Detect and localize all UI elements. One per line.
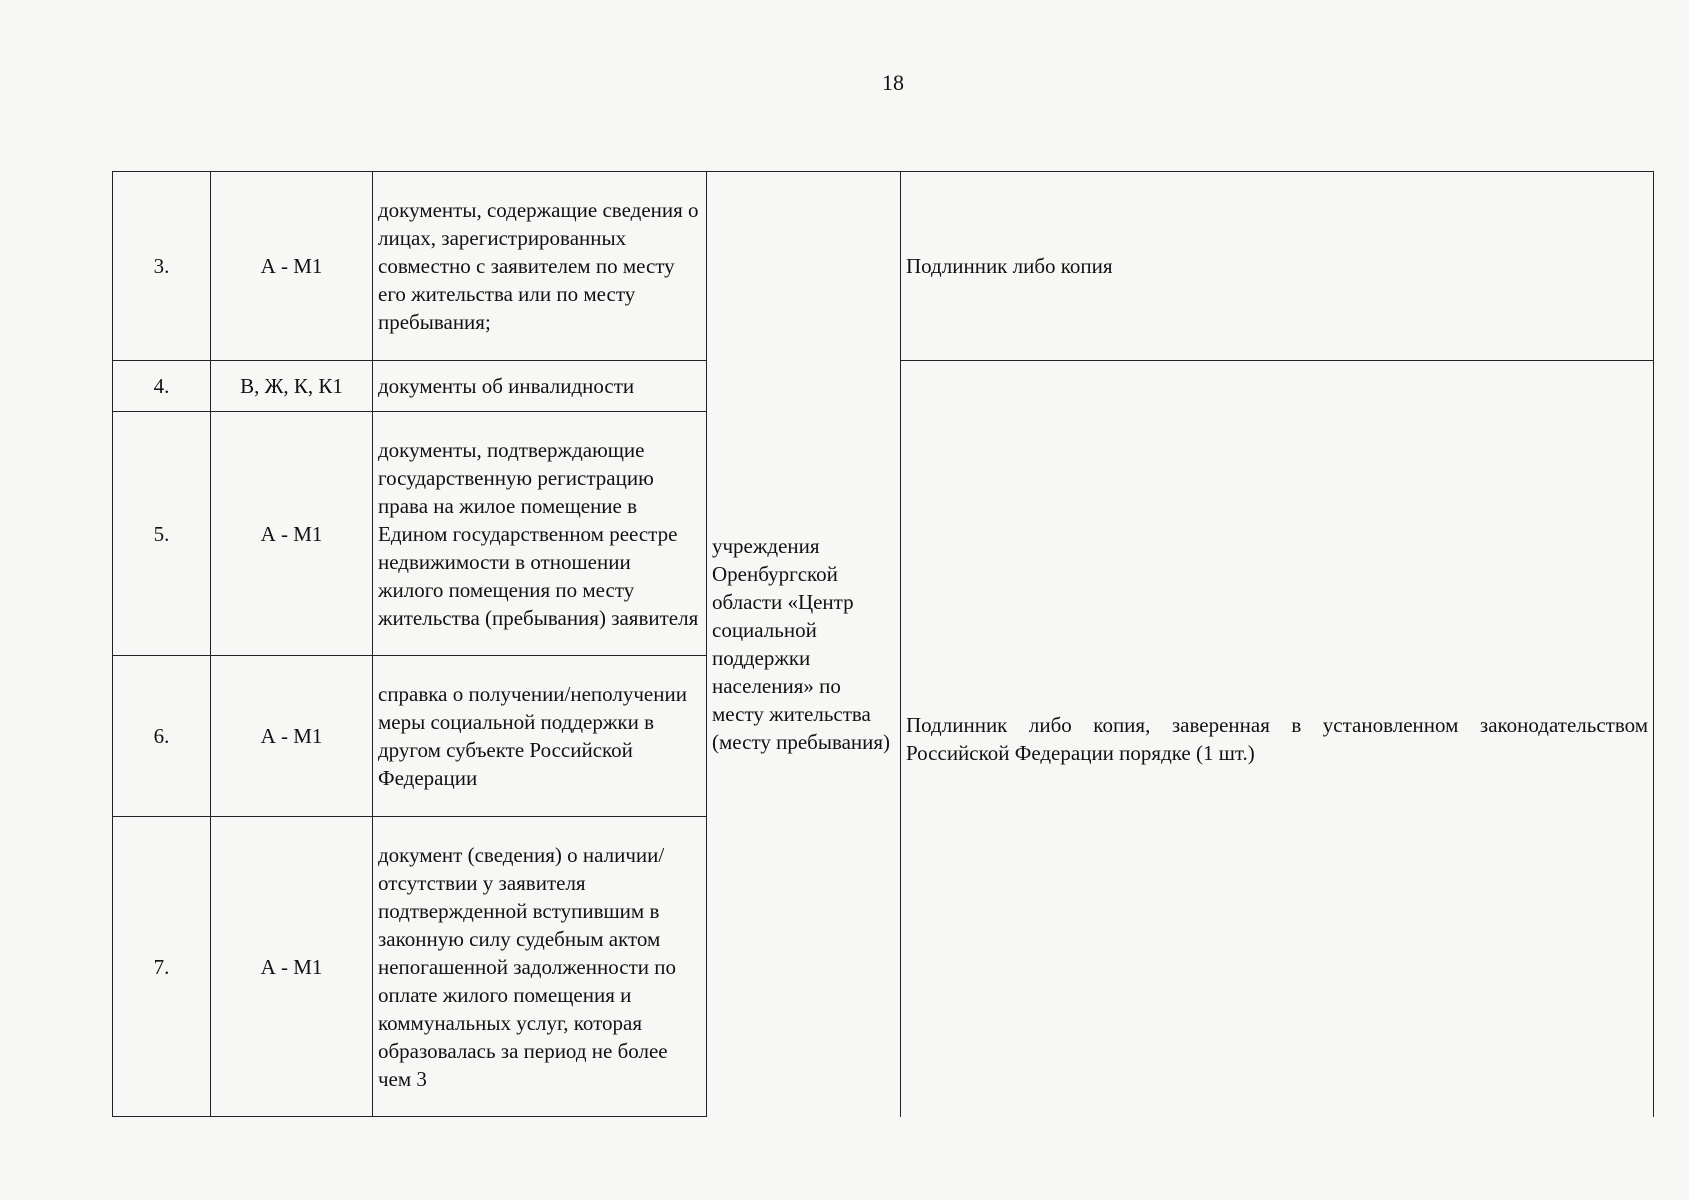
document-description: справка о получении/неполучении меры социальной поддержки в другом субъекте Российской Федерации (373, 656, 707, 817)
document-description: документы, подтверждающие государственную регистрацию права на жилое помещение в Едином государственном реестре недвижимости в отношении жилого помещения по месту жительства (пребывания) заявителя (373, 412, 707, 656)
table-row (113, 172, 1654, 361)
category-code: В, Ж, К, К1 (211, 361, 373, 412)
issuing-organization: учреждения Оренбургской области «Центр социальной поддержки населения» по месту жительства (месту пребывания) (707, 172, 901, 1117)
category-code: А - М1 (211, 817, 373, 1117)
row-number: 3. (113, 172, 211, 361)
row-number: 6. (113, 656, 211, 817)
document-description: документ (сведения) о наличии/отсутствии у заявителя подтвержденной вступившим в законную силу судебным актом непогашенной задолженности по оплате жилого помещения и коммунальных услуг, которая образовалась за период не более чем 3 (373, 817, 707, 1117)
row-number: 5. (113, 412, 211, 656)
documents-table (112, 171, 1654, 1117)
document-form: Подлинник либо копия, заверенная в установленном законодательством Российской Федерации порядке (1 шт.) (901, 361, 1654, 1117)
document-description: документы, содержащие сведения о лицах, зарегистрированных совместно с заявителем по месту его жительства или по месту пребывания; (373, 172, 707, 361)
row-number: 7. (113, 817, 211, 1117)
page-number: 18 (882, 70, 904, 95)
category-code: А - М1 (211, 412, 373, 656)
row-number: 4. (113, 361, 211, 412)
document-form: Подлинник либо копия (901, 172, 1654, 361)
category-code: А - М1 (211, 172, 373, 361)
document-description: документы об инвалидности (373, 361, 707, 412)
category-code: А - М1 (211, 656, 373, 817)
